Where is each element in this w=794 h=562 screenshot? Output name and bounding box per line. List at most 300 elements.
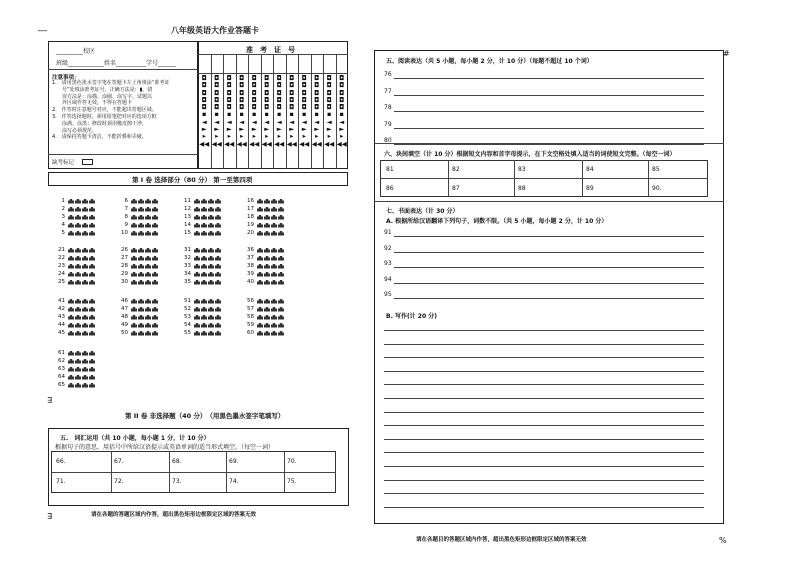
exam-digit-bubble[interactable]: ◄ bbox=[301, 117, 307, 126]
option-bubble[interactable] bbox=[138, 314, 144, 320]
cloze-answer-cell[interactable]: 90. bbox=[652, 185, 662, 192]
translation-answer-line[interactable] bbox=[394, 267, 704, 268]
option-bubble[interactable] bbox=[131, 230, 137, 236]
option-bubble[interactable] bbox=[89, 206, 95, 212]
question-row[interactable] bbox=[55, 270, 96, 277]
option-bubble[interactable] bbox=[152, 330, 158, 336]
question-row[interactable] bbox=[244, 221, 285, 228]
option-bubble[interactable] bbox=[89, 263, 95, 269]
option-bubble[interactable] bbox=[215, 247, 221, 253]
exam-digit-bubble[interactable]: ◀◀ bbox=[224, 139, 235, 148]
question-row[interactable] bbox=[181, 313, 222, 320]
option-bubble[interactable] bbox=[194, 214, 200, 220]
option-bubble[interactable] bbox=[82, 230, 88, 236]
composition-line[interactable] bbox=[384, 357, 704, 358]
exam-digit-bubble[interactable]: ▪ bbox=[264, 110, 269, 119]
option-bubble[interactable] bbox=[75, 198, 81, 204]
exam-digit-bubble[interactable]: ▸ bbox=[277, 132, 281, 141]
exam-digit-bubble[interactable]: ◘ bbox=[301, 74, 307, 82]
option-bubble[interactable] bbox=[278, 206, 284, 212]
question-row[interactable] bbox=[55, 373, 96, 380]
exam-digit-bubble[interactable]: ◘ bbox=[226, 103, 232, 112]
option-bubble[interactable] bbox=[152, 206, 158, 212]
exam-digit-bubble[interactable]: ◄ bbox=[251, 117, 257, 126]
option-bubble[interactable] bbox=[138, 214, 144, 220]
option-bubble[interactable] bbox=[145, 230, 151, 236]
option-bubble[interactable] bbox=[131, 298, 137, 304]
reading-answer-line[interactable] bbox=[394, 95, 704, 96]
vocab-answer-cell[interactable]: 67. bbox=[114, 458, 124, 465]
composition-line[interactable] bbox=[384, 398, 704, 399]
exam-digit-bubble[interactable]: ◘ bbox=[339, 95, 345, 104]
option-bubble[interactable] bbox=[82, 255, 88, 261]
option-bubble[interactable] bbox=[68, 322, 74, 328]
exam-digit-bubble[interactable]: ◘ bbox=[289, 103, 295, 112]
question-row[interactable] bbox=[244, 197, 285, 204]
exam-digit-bubble[interactable]: ► bbox=[226, 125, 232, 134]
exam-digit-bubble[interactable]: ◄ bbox=[314, 117, 320, 126]
question-row[interactable] bbox=[55, 305, 96, 312]
option-bubble[interactable] bbox=[208, 263, 214, 269]
option-bubble[interactable] bbox=[257, 263, 263, 269]
question-row[interactable] bbox=[55, 213, 96, 220]
exam-digit-column[interactable] bbox=[273, 75, 286, 148]
translation-answer-line[interactable] bbox=[394, 236, 704, 237]
option-bubble[interactable] bbox=[201, 330, 207, 336]
option-bubble[interactable] bbox=[201, 263, 207, 269]
exam-digit-bubble[interactable]: ► bbox=[201, 125, 207, 134]
option-bubble[interactable] bbox=[271, 271, 277, 277]
option-bubble[interactable] bbox=[89, 322, 95, 328]
reading-answer-line[interactable] bbox=[394, 78, 704, 79]
question-row[interactable] bbox=[181, 213, 222, 220]
question-row[interactable] bbox=[118, 270, 159, 277]
exam-digit-bubble[interactable]: ► bbox=[214, 125, 220, 134]
composition-line[interactable] bbox=[384, 344, 704, 345]
exam-digit-bubble[interactable]: ► bbox=[339, 125, 345, 134]
option-bubble[interactable] bbox=[131, 279, 137, 285]
option-bubble[interactable] bbox=[271, 306, 277, 312]
option-bubble[interactable] bbox=[89, 330, 95, 336]
exam-digit-bubble[interactable]: ◄ bbox=[326, 117, 332, 126]
option-bubble[interactable] bbox=[68, 247, 74, 253]
option-bubble[interactable] bbox=[82, 271, 88, 277]
option-bubble[interactable] bbox=[82, 206, 88, 212]
option-bubble[interactable] bbox=[194, 255, 200, 261]
option-bubble[interactable] bbox=[194, 322, 200, 328]
option-bubble[interactable] bbox=[89, 247, 95, 253]
option-bubble[interactable] bbox=[271, 279, 277, 285]
exam-digit-bubble[interactable]: ◘ bbox=[264, 88, 270, 97]
question-row[interactable] bbox=[244, 213, 285, 220]
question-row[interactable] bbox=[55, 297, 96, 304]
option-bubble[interactable] bbox=[257, 247, 263, 253]
option-bubble[interactable] bbox=[215, 263, 221, 269]
exam-digit-bubble[interactable]: ◘ bbox=[339, 88, 345, 97]
exam-digit-bubble[interactable]: ▪ bbox=[227, 110, 232, 119]
option-bubble[interactable] bbox=[138, 271, 144, 277]
option-bubble[interactable] bbox=[82, 298, 88, 304]
exam-digit-bubble[interactable]: ◄ bbox=[214, 117, 220, 126]
option-bubble[interactable] bbox=[278, 255, 284, 261]
option-bubble[interactable] bbox=[138, 206, 144, 212]
translation-answer-line[interactable] bbox=[394, 252, 704, 253]
exam-digit-column[interactable] bbox=[336, 75, 349, 148]
exam-digit-bubble[interactable]: ► bbox=[239, 125, 245, 134]
option-bubble[interactable] bbox=[75, 279, 81, 285]
option-bubble[interactable] bbox=[68, 206, 74, 212]
option-bubble[interactable] bbox=[82, 222, 88, 228]
question-row[interactable] bbox=[181, 262, 222, 269]
exam-digit-bubble[interactable]: ◘ bbox=[326, 103, 332, 112]
option-bubble[interactable] bbox=[208, 314, 214, 320]
question-row[interactable] bbox=[181, 229, 222, 236]
option-bubble[interactable] bbox=[68, 271, 74, 277]
exam-digit-bubble[interactable]: ▸ bbox=[215, 132, 219, 141]
exam-digit-bubble[interactable]: ▸ bbox=[252, 132, 256, 141]
exam-digit-bubble[interactable]: ◘ bbox=[314, 88, 320, 97]
option-bubble[interactable] bbox=[82, 263, 88, 269]
option-bubble[interactable] bbox=[278, 214, 284, 220]
composition-line[interactable] bbox=[384, 480, 704, 481]
option-bubble[interactable] bbox=[75, 358, 81, 364]
exam-digit-bubble[interactable]: ▪ bbox=[314, 110, 319, 119]
exam-digit-bubble[interactable]: ◘ bbox=[264, 103, 270, 112]
option-bubble[interactable] bbox=[145, 206, 151, 212]
exam-digit-bubble[interactable]: ◘ bbox=[251, 95, 257, 104]
cloze-answer-cell[interactable]: 84 bbox=[586, 166, 594, 173]
option-bubble[interactable] bbox=[145, 214, 151, 220]
option-bubble[interactable] bbox=[75, 382, 81, 388]
option-bubble[interactable] bbox=[82, 374, 88, 380]
option-bubble[interactable] bbox=[131, 206, 137, 212]
composition-line[interactable] bbox=[384, 371, 704, 372]
option-bubble[interactable] bbox=[215, 279, 221, 285]
question-row[interactable] bbox=[55, 262, 96, 269]
exam-digit-bubble[interactable]: ◄ bbox=[239, 117, 245, 126]
option-bubble[interactable] bbox=[89, 222, 95, 228]
option-bubble[interactable] bbox=[264, 230, 270, 236]
option-bubble[interactable] bbox=[145, 314, 151, 320]
option-bubble[interactable] bbox=[68, 306, 74, 312]
exam-digit-bubble[interactable]: ◘ bbox=[326, 95, 332, 104]
exam-digit-bubble[interactable]: ◘ bbox=[314, 81, 320, 90]
exam-digit-bubble[interactable]: ▸ bbox=[265, 132, 269, 141]
question-row[interactable] bbox=[181, 205, 222, 212]
question-row[interactable] bbox=[55, 349, 96, 356]
vocab-answer-cell[interactable]: 72. bbox=[114, 478, 124, 485]
option-bubble[interactable] bbox=[138, 279, 144, 285]
question-row[interactable] bbox=[55, 229, 96, 236]
option-bubble[interactable] bbox=[82, 366, 88, 372]
option-bubble[interactable] bbox=[138, 255, 144, 261]
option-bubble[interactable] bbox=[194, 222, 200, 228]
option-bubble[interactable] bbox=[138, 263, 144, 269]
exam-digit-bubble[interactable]: ◘ bbox=[276, 74, 282, 82]
option-bubble[interactable] bbox=[145, 222, 151, 228]
option-bubble[interactable] bbox=[194, 271, 200, 277]
question-row[interactable] bbox=[55, 329, 96, 336]
cloze-answer-cell[interactable]: 81 bbox=[386, 166, 394, 173]
option-bubble[interactable] bbox=[68, 230, 74, 236]
option-bubble[interactable] bbox=[68, 222, 74, 228]
question-row[interactable] bbox=[55, 321, 96, 328]
exam-digit-bubble[interactable]: ◀◀ bbox=[236, 139, 247, 148]
option-bubble[interactable] bbox=[68, 255, 74, 261]
option-bubble[interactable] bbox=[271, 298, 277, 304]
option-bubble[interactable] bbox=[89, 382, 95, 388]
option-bubble[interactable] bbox=[82, 350, 88, 356]
option-bubble[interactable] bbox=[145, 198, 151, 204]
vocab-answer-cell[interactable]: 66. bbox=[56, 458, 66, 465]
option-bubble[interactable] bbox=[264, 330, 270, 336]
exam-digit-bubble[interactable]: ▸ bbox=[302, 132, 306, 141]
option-bubble[interactable] bbox=[208, 330, 214, 336]
exam-digit-bubble[interactable]: ▪ bbox=[327, 110, 332, 119]
exam-digit-bubble[interactable]: ◘ bbox=[301, 95, 307, 104]
exam-digit-bubble[interactable]: ▪ bbox=[302, 110, 307, 119]
option-bubble[interactable] bbox=[89, 358, 95, 364]
question-row[interactable] bbox=[55, 254, 96, 261]
exam-digit-bubble[interactable]: ◘ bbox=[239, 88, 245, 97]
option-bubble[interactable] bbox=[215, 271, 221, 277]
option-bubble[interactable] bbox=[264, 255, 270, 261]
vocab-answer-cell[interactable]: 74. bbox=[229, 478, 239, 485]
exam-digit-bubble[interactable]: ◘ bbox=[301, 103, 307, 112]
option-bubble[interactable] bbox=[75, 322, 81, 328]
exam-digit-bubble[interactable]: ◘ bbox=[326, 81, 332, 90]
option-bubble[interactable] bbox=[145, 247, 151, 253]
option-bubble[interactable] bbox=[215, 230, 221, 236]
exam-digit-bubble[interactable]: ◘ bbox=[276, 103, 282, 112]
exam-digit-bubble[interactable]: ◘ bbox=[239, 95, 245, 104]
exam-digit-bubble[interactable]: ▪ bbox=[339, 110, 344, 119]
option-bubble[interactable] bbox=[131, 306, 137, 312]
option-bubble[interactable] bbox=[194, 198, 200, 204]
question-row[interactable] bbox=[55, 246, 96, 253]
question-row[interactable] bbox=[55, 381, 96, 388]
exam-digit-bubble[interactable]: ◀◀ bbox=[336, 139, 347, 148]
option-bubble[interactable] bbox=[138, 298, 144, 304]
question-row[interactable] bbox=[118, 321, 159, 328]
option-bubble[interactable] bbox=[271, 314, 277, 320]
option-bubble[interactable] bbox=[89, 374, 95, 380]
option-bubble[interactable] bbox=[201, 255, 207, 261]
option-bubble[interactable] bbox=[131, 314, 137, 320]
question-row[interactable] bbox=[244, 278, 285, 285]
option-bubble[interactable] bbox=[278, 314, 284, 320]
option-bubble[interactable] bbox=[89, 214, 95, 220]
question-row[interactable] bbox=[55, 197, 96, 204]
option-bubble[interactable] bbox=[131, 247, 137, 253]
option-bubble[interactable] bbox=[264, 279, 270, 285]
question-row[interactable] bbox=[118, 278, 159, 285]
option-bubble[interactable] bbox=[194, 247, 200, 253]
option-bubble[interactable] bbox=[131, 271, 137, 277]
option-bubble[interactable] bbox=[145, 279, 151, 285]
vocab-answer-cell[interactable]: 70. bbox=[287, 458, 297, 465]
question-row[interactable] bbox=[181, 305, 222, 312]
exam-number-grid[interactable] bbox=[198, 54, 348, 169]
option-bubble[interactable] bbox=[82, 382, 88, 388]
option-bubble[interactable] bbox=[278, 322, 284, 328]
option-bubble[interactable] bbox=[257, 279, 263, 285]
exam-digit-bubble[interactable]: ◘ bbox=[251, 103, 257, 112]
exam-digit-bubble[interactable]: ◘ bbox=[201, 74, 207, 82]
composition-line[interactable] bbox=[384, 466, 704, 467]
option-bubble[interactable] bbox=[278, 198, 284, 204]
option-bubble[interactable] bbox=[201, 230, 207, 236]
exam-digit-bubble[interactable]: ► bbox=[301, 125, 307, 134]
option-bubble[interactable] bbox=[75, 350, 81, 356]
composition-line[interactable] bbox=[384, 384, 704, 385]
exam-digit-bubble[interactable]: ◘ bbox=[301, 88, 307, 97]
question-row[interactable] bbox=[244, 254, 285, 261]
option-bubble[interactable] bbox=[208, 322, 214, 328]
option-bubble[interactable] bbox=[201, 247, 207, 253]
vocab-answer-cell[interactable]: 75. bbox=[287, 478, 297, 485]
option-bubble[interactable] bbox=[215, 298, 221, 304]
translation-answer-line[interactable] bbox=[394, 283, 704, 284]
question-row[interactable] bbox=[181, 246, 222, 253]
option-bubble[interactable] bbox=[152, 306, 158, 312]
option-bubble[interactable] bbox=[89, 198, 95, 204]
option-bubble[interactable] bbox=[138, 198, 144, 204]
question-row[interactable] bbox=[55, 357, 96, 364]
exam-digit-bubble[interactable]: ◄ bbox=[339, 117, 345, 126]
option-bubble[interactable] bbox=[194, 314, 200, 320]
exam-digit-column[interactable] bbox=[261, 75, 274, 148]
option-bubble[interactable] bbox=[194, 330, 200, 336]
question-row[interactable] bbox=[181, 254, 222, 261]
exam-digit-bubble[interactable]: ◄ bbox=[289, 117, 295, 126]
option-bubble[interactable] bbox=[131, 330, 137, 336]
exam-digit-bubble[interactable]: ▸ bbox=[290, 132, 294, 141]
exam-digit-bubble[interactable]: ◀◀ bbox=[199, 139, 210, 148]
option-bubble[interactable] bbox=[82, 198, 88, 204]
exam-digit-bubble[interactable]: ◘ bbox=[201, 88, 207, 97]
option-bubble[interactable] bbox=[257, 298, 263, 304]
option-bubble[interactable] bbox=[89, 271, 95, 277]
question-row[interactable] bbox=[118, 246, 159, 253]
option-bubble[interactable] bbox=[271, 263, 277, 269]
exam-digit-bubble[interactable]: ◀◀ bbox=[211, 139, 222, 148]
option-bubble[interactable] bbox=[68, 298, 74, 304]
option-bubble[interactable] bbox=[89, 314, 95, 320]
option-bubble[interactable] bbox=[271, 198, 277, 204]
option-bubble[interactable] bbox=[145, 322, 151, 328]
exam-digit-bubble[interactable]: ◘ bbox=[226, 81, 232, 90]
exam-digit-bubble[interactable]: ◘ bbox=[226, 88, 232, 97]
exam-digit-bubble[interactable]: ◘ bbox=[276, 95, 282, 104]
question-row[interactable] bbox=[244, 321, 285, 328]
question-row[interactable] bbox=[181, 321, 222, 328]
exam-digit-bubble[interactable]: ◀◀ bbox=[261, 139, 272, 148]
option-bubble[interactable] bbox=[215, 214, 221, 220]
exam-digit-bubble[interactable]: ◘ bbox=[201, 95, 207, 104]
exam-digit-bubble[interactable]: ▸ bbox=[202, 132, 206, 141]
option-bubble[interactable] bbox=[257, 322, 263, 328]
option-bubble[interactable] bbox=[75, 214, 81, 220]
exam-digit-bubble[interactable]: ◘ bbox=[314, 103, 320, 112]
option-bubble[interactable] bbox=[68, 366, 74, 372]
option-bubble[interactable] bbox=[264, 322, 270, 328]
cloze-answer-cell[interactable]: 88 bbox=[518, 185, 526, 192]
option-bubble[interactable] bbox=[89, 350, 95, 356]
cloze-answer-cell[interactable]: 85 bbox=[652, 166, 660, 173]
absent-checkbox[interactable] bbox=[82, 159, 93, 165]
question-row[interactable] bbox=[55, 221, 96, 228]
question-row[interactable] bbox=[181, 270, 222, 277]
exam-digit-bubble[interactable]: ◘ bbox=[264, 95, 270, 104]
exam-digit-bubble[interactable]: ◘ bbox=[251, 81, 257, 90]
option-bubble[interactable] bbox=[278, 247, 284, 253]
exam-digit-bubble[interactable]: ◘ bbox=[214, 74, 220, 82]
question-row[interactable] bbox=[244, 205, 285, 212]
option-bubble[interactable] bbox=[145, 255, 151, 261]
option-bubble[interactable] bbox=[82, 322, 88, 328]
question-row[interactable] bbox=[181, 278, 222, 285]
option-bubble[interactable] bbox=[278, 298, 284, 304]
option-bubble[interactable] bbox=[278, 230, 284, 236]
option-bubble[interactable] bbox=[264, 206, 270, 212]
option-bubble[interactable] bbox=[201, 306, 207, 312]
option-bubble[interactable] bbox=[264, 198, 270, 204]
option-bubble[interactable] bbox=[131, 214, 137, 220]
exam-digit-bubble[interactable]: ◘ bbox=[226, 74, 232, 82]
option-bubble[interactable] bbox=[138, 222, 144, 228]
option-bubble[interactable] bbox=[152, 214, 158, 220]
option-bubble[interactable] bbox=[75, 255, 81, 261]
option-bubble[interactable] bbox=[82, 358, 88, 364]
question-row[interactable] bbox=[55, 205, 96, 212]
option-bubble[interactable] bbox=[208, 255, 214, 261]
option-bubble[interactable] bbox=[75, 230, 81, 236]
exam-digit-bubble[interactable]: ◄ bbox=[201, 117, 207, 126]
option-bubble[interactable] bbox=[257, 206, 263, 212]
option-bubble[interactable] bbox=[131, 322, 137, 328]
exam-digit-column[interactable] bbox=[198, 75, 211, 148]
option-bubble[interactable] bbox=[271, 214, 277, 220]
option-bubble[interactable] bbox=[194, 279, 200, 285]
option-bubble[interactable] bbox=[82, 247, 88, 253]
exam-digit-bubble[interactable]: ◘ bbox=[214, 95, 220, 104]
question-row[interactable] bbox=[55, 365, 96, 372]
exam-digit-bubble[interactable]: ▸ bbox=[327, 132, 331, 141]
option-bubble[interactable] bbox=[75, 206, 81, 212]
option-bubble[interactable] bbox=[89, 306, 95, 312]
question-row[interactable] bbox=[118, 221, 159, 228]
option-bubble[interactable] bbox=[215, 206, 221, 212]
option-bubble[interactable] bbox=[75, 366, 81, 372]
exam-digit-bubble[interactable]: ◘ bbox=[214, 103, 220, 112]
option-bubble[interactable] bbox=[257, 230, 263, 236]
option-bubble[interactable] bbox=[75, 271, 81, 277]
option-bubble[interactable] bbox=[257, 198, 263, 204]
exam-digit-bubble[interactable]: ► bbox=[264, 125, 270, 134]
exam-digit-bubble[interactable]: ◘ bbox=[339, 81, 345, 90]
option-bubble[interactable] bbox=[215, 306, 221, 312]
option-bubble[interactable] bbox=[194, 230, 200, 236]
exam-digit-column[interactable] bbox=[236, 75, 249, 148]
option-bubble[interactable] bbox=[68, 358, 74, 364]
vocab-answer-cell[interactable]: 71. bbox=[56, 478, 66, 485]
option-bubble[interactable] bbox=[138, 230, 144, 236]
vocab-answer-cell[interactable]: 68. bbox=[172, 458, 182, 465]
option-bubble[interactable] bbox=[264, 214, 270, 220]
question-row[interactable] bbox=[55, 278, 96, 285]
question-row[interactable] bbox=[244, 229, 285, 236]
